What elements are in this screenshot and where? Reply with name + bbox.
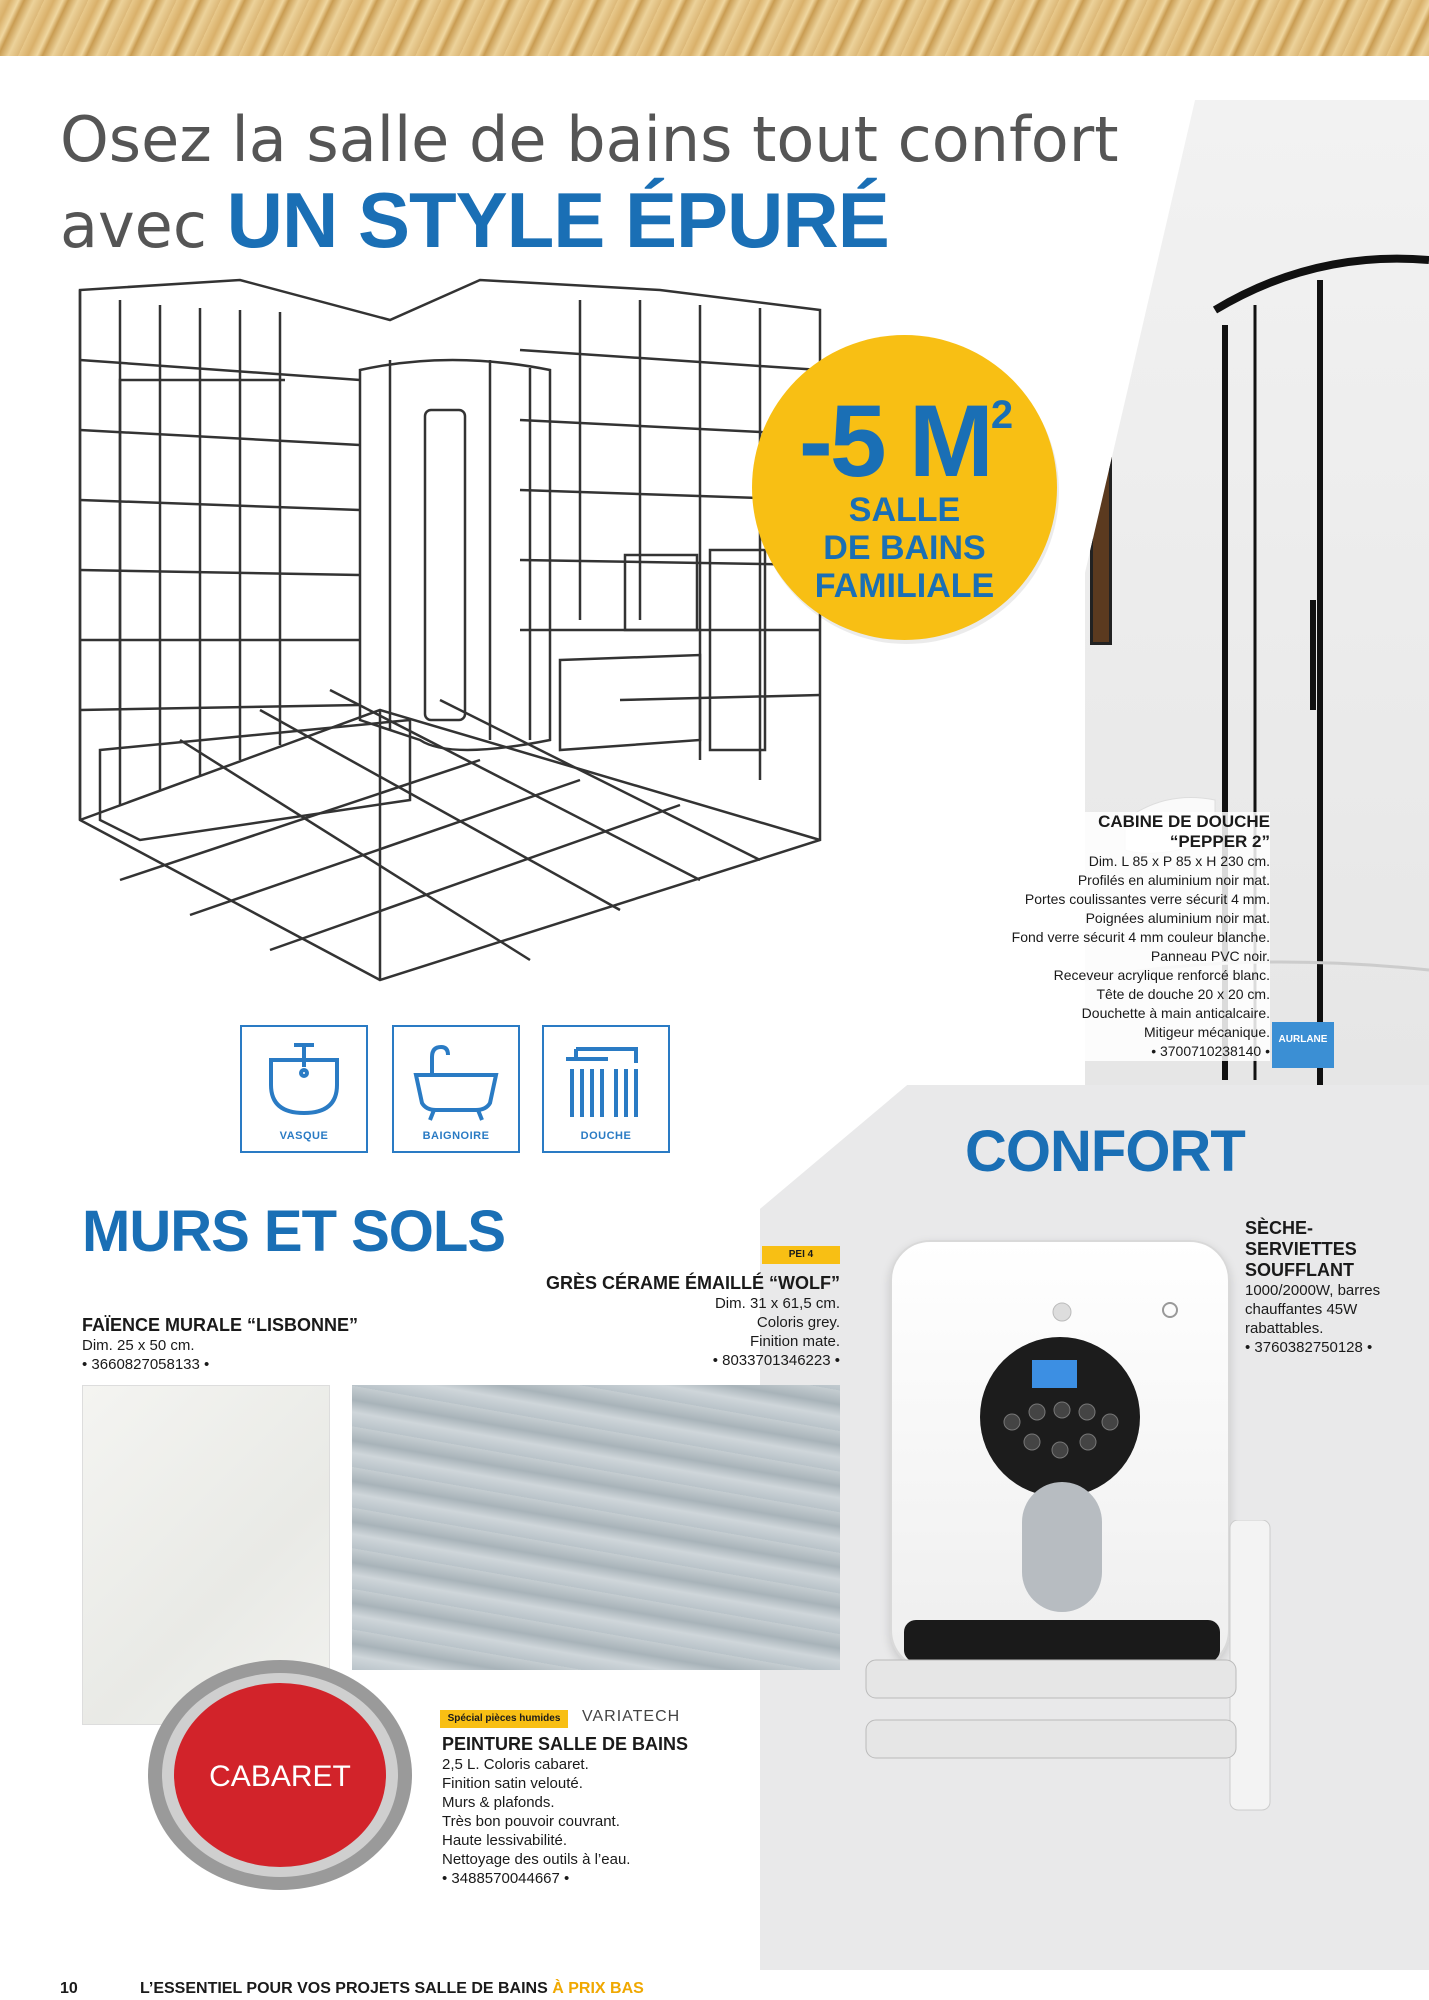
footer-text	[140, 1980, 644, 1998]
paint-ean: • 3488570044667 •	[442, 1870, 570, 1887]
headline-prefix: avec	[60, 189, 207, 262]
badge-line1: SALLE	[848, 491, 961, 529]
bathtub-label: BAIGNOIRE	[422, 1130, 490, 1142]
shower-ean: • 3700710238140 •	[1151, 1043, 1270, 1059]
paint-line: Murs & plafonds.	[442, 1794, 555, 1811]
sink-card	[240, 1025, 368, 1153]
gres-line: Dim. 31 x 61,5 cm.	[714, 1295, 840, 1312]
shower-title2: “PEPPER 2”	[1169, 832, 1270, 851]
towel-title3: SOUFFLANT	[1245, 1260, 1354, 1280]
badge-line3: FAMILIALE	[814, 567, 995, 605]
bathroom-plan-drawing	[60, 260, 830, 1020]
shower-line: Douchette à main anticalcaire.	[1081, 1005, 1270, 1021]
wood-banner	[0, 0, 1429, 56]
sink-icon	[259, 1035, 349, 1125]
bathtub-card	[392, 1025, 520, 1153]
towel-title2: SERVIETTES	[1245, 1239, 1357, 1259]
footer-accent: À PRIX BAS	[552, 1980, 644, 1997]
shower-title1: CABINE DE DOUCHE	[1098, 812, 1270, 831]
shower-line: Mitigeur mécanique.	[1143, 1024, 1270, 1040]
gres-line: Finition mate.	[749, 1333, 840, 1350]
faience-title: FAÏENCE MURALE “LISBONNE”	[82, 1315, 359, 1335]
headline-accent: UN STYLE ÉPURÉ	[226, 176, 889, 264]
towel-title1: SÈCHE-	[1245, 1218, 1314, 1238]
towel-line: rabattables.	[1245, 1320, 1324, 1337]
page-number: 10	[60, 1980, 78, 1997]
shower-specs	[980, 812, 1270, 1061]
shower-line: Dim. L 85 x P 85 x H 230 cm.	[1088, 853, 1270, 869]
paint-line: Haute lessivabilité.	[442, 1832, 568, 1849]
pei-tag: PEI 4	[762, 1246, 840, 1264]
paint-color-label: CABARET	[209, 1760, 351, 1793]
shower-line: Poignées aluminium noir mat.	[1085, 910, 1270, 926]
headline-line2	[60, 176, 1119, 266]
variatech-logo: VARIATECH	[582, 1708, 681, 1725]
paint-line: 2,5 L. Coloris cabaret.	[442, 1756, 589, 1773]
badge-area: -5 $M^2$	[798, 384, 1011, 498]
headline-line1: Osez la salle de bains tout confort	[60, 103, 1119, 176]
towel-ean: • 3760382750128 •	[1245, 1339, 1373, 1356]
headline	[60, 100, 1119, 266]
shower-line: Receveur acrylique renforcé blanc.	[1053, 967, 1270, 983]
faience-ean: • 3660827058133 •	[82, 1356, 210, 1373]
gres-ean: • 8033701346223 •	[712, 1352, 840, 1369]
paint-line: Très bon pouvoir couvrant.	[442, 1813, 620, 1830]
faience-line: Dim. 25 x 50 cm.	[82, 1337, 195, 1354]
towel-heater-specs	[1245, 1218, 1425, 1357]
paint-specs	[442, 1734, 762, 1888]
area-badge	[752, 335, 1057, 640]
shower-label: DOUCHE	[580, 1130, 632, 1142]
towel-line: chauffantes 45W	[1245, 1301, 1358, 1318]
section-heading: MURS ET SOLS	[82, 1199, 506, 1264]
bathtub-icon	[406, 1035, 506, 1125]
confort-heading: CONFORT	[965, 1119, 1245, 1184]
shower-line: Panneau PVC noir.	[1150, 948, 1270, 964]
towel-line: 1000/2000W, barres	[1245, 1282, 1381, 1299]
humid-tag: Spécial pièces humides	[440, 1710, 568, 1728]
paint-line: Nettoyage des outils à l’eau.	[442, 1851, 631, 1868]
faience-specs	[82, 1315, 422, 1374]
shower-card	[542, 1025, 670, 1153]
shower-line: Portes coulissantes verre sécurit 4 mm.	[1024, 891, 1270, 907]
gres-tile-photo	[352, 1385, 840, 1670]
paint-title: PEINTURE SALLE DE BAINS	[442, 1734, 689, 1754]
shower-line: Profilés en aluminium noir mat.	[1077, 872, 1270, 888]
badge-line2: DE BAINS	[823, 529, 986, 567]
shower-line: Tête de douche 20 x 20 cm.	[1096, 986, 1270, 1002]
gres-line: Coloris grey.	[756, 1314, 840, 1331]
towel-bars	[860, 1520, 1280, 1820]
paint-line: Finition satin velouté.	[442, 1775, 583, 1792]
brand-logo: AURLANE	[1272, 1022, 1334, 1068]
sink-label: VASQUE	[279, 1130, 329, 1142]
footer-main: L’ESSENTIEL POUR VOS PROJETS SALLE DE BAINS	[140, 1980, 548, 1997]
gres-specs	[470, 1273, 840, 1370]
shower-line: Fond verre sécurit 4 mm couleur blanche.	[1011, 929, 1270, 945]
paint-can-photo	[145, 1655, 415, 1895]
gres-title: GRÈS CÉRAME ÉMAILLÉ “WOLF”	[546, 1273, 840, 1293]
shower-icon	[556, 1035, 656, 1125]
